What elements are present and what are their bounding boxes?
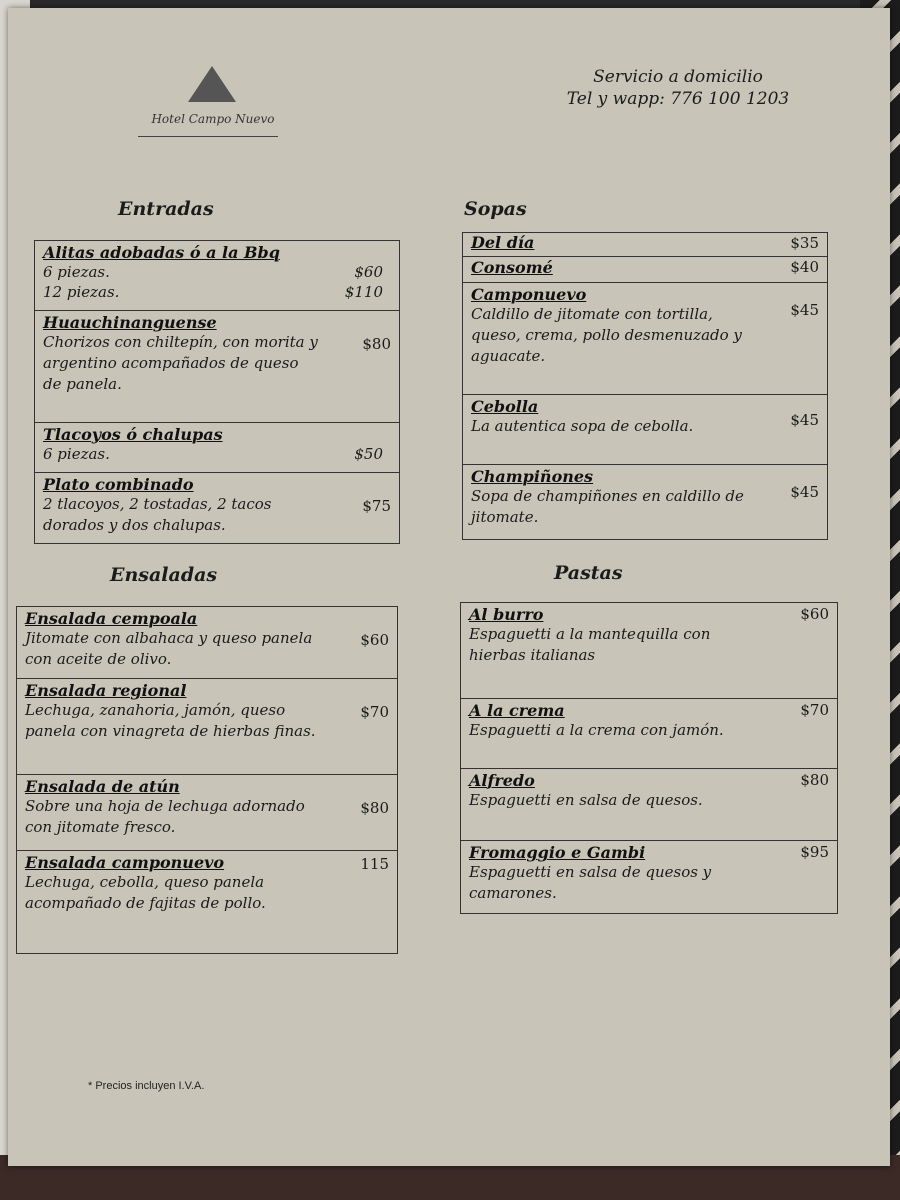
menu-item-del-dia	[463, 233, 827, 257]
phone-line: Tel y wapp: 776 100 1203	[566, 89, 790, 109]
menu-sheet	[8, 8, 890, 1166]
item-name: Plato combinado	[43, 475, 194, 494]
item-price: $95	[800, 843, 829, 861]
menu-item-champinones	[463, 465, 827, 537]
item-name: Cebolla	[471, 397, 539, 416]
item-price: $110	[344, 283, 383, 301]
ensaladas-box	[16, 606, 398, 954]
menu-item-alfredo	[461, 769, 837, 841]
item-price: $60	[354, 263, 383, 281]
item-price: $45	[790, 411, 819, 429]
menu-item-huauchinanguense	[35, 311, 399, 423]
item-price: $70	[800, 701, 829, 719]
item-description: 2 tlacoyos, 2 tostadas, 2 tacos dorados y dos chalupas.	[43, 495, 272, 534]
item-description: Caldillo de jitomate con tortilla, queso, crema, pollo desmenuzado y aguacate.	[471, 305, 742, 365]
item-price: $45	[790, 301, 819, 319]
item-price: $50	[354, 445, 383, 463]
item-name: Tlacoyos ó chalupas	[43, 425, 223, 444]
item-name: Champiñones	[471, 467, 594, 486]
item-description: Chorizos con chiltepín, con morita y argentino acompañados de queso de panela.	[43, 333, 318, 393]
item-price: $35	[790, 234, 819, 252]
item-description: Jitomate con albahaca y queso panela con aceite de olivo.	[25, 629, 313, 668]
item-price: $45	[790, 483, 819, 501]
item-price: $60	[800, 605, 829, 623]
delivery-line: Servicio a domicilio	[593, 67, 763, 87]
item-price: $80	[360, 799, 389, 817]
section-title-sopas: Sopas	[464, 198, 527, 220]
item-description: Espaguetti a la crema con jamón.	[469, 721, 724, 739]
pastas-box	[460, 602, 838, 914]
item-name: Ensalada cempoala	[25, 609, 198, 628]
item-price: $75	[362, 497, 391, 515]
menu-item-al-burro	[461, 603, 837, 699]
item-price: $60	[360, 631, 389, 649]
item-name: Camponuevo	[471, 285, 587, 304]
item-price: 115	[360, 855, 389, 873]
item-description: Lechuga, cebolla, queso panela acompañado de fajitas de pollo.	[25, 873, 266, 912]
section-title-entradas: Entradas	[118, 198, 214, 220]
option-label: 6 piezas.	[43, 263, 110, 281]
menu-item-tlacoyos	[35, 423, 399, 473]
item-price: $80	[800, 771, 829, 789]
item-description: Sopa de champiñones en caldillo de jitomate.	[471, 487, 744, 526]
item-name: Ensalada camponuevo	[25, 853, 225, 872]
menu-item-ensalada-regional	[17, 679, 397, 775]
item-name: Fromaggio e Gambi	[469, 843, 646, 862]
menu-item-ensalada-cempoala	[17, 607, 397, 679]
section-title-pastas: Pastas	[554, 562, 623, 584]
item-name: Del día	[471, 233, 535, 252]
hotel-logo	[138, 66, 288, 146]
item-description: Espaguetti en salsa de quesos.	[469, 791, 703, 809]
item-description: La autentica sopa de cebolla.	[471, 417, 694, 435]
delivery-info	[528, 66, 828, 110]
menu-item-plato-combinado	[35, 473, 399, 543]
item-name: Alfredo	[469, 771, 535, 790]
option-label: 6 piezas.	[43, 445, 110, 463]
menu-item-fromaggio-e-gambi	[461, 841, 837, 913]
sopas-box	[462, 232, 828, 540]
logo-underline	[138, 136, 278, 137]
section-title-ensaladas: Ensaladas	[110, 564, 218, 586]
item-description: Espaguetti a la mantequilla con hierbas italianas	[469, 625, 711, 664]
menu-item-a-la-crema	[461, 699, 837, 769]
item-description: Lechuga, zanahoria, jamón, queso panela con vinagreta de hierbas finas.	[25, 701, 316, 740]
menu-item-camponuevo	[463, 283, 827, 395]
item-description: Sobre una hoja de lechuga adornado con jitomate fresco.	[25, 797, 305, 836]
pyramid-icon	[188, 66, 236, 102]
menu-item-ensalada-atun	[17, 775, 397, 851]
menu-item-ensalada-camponuevo	[17, 851, 397, 953]
item-name: A la crema	[469, 701, 565, 720]
menu-item-consome	[463, 257, 827, 283]
item-option	[43, 262, 391, 282]
entradas-box	[34, 240, 400, 544]
menu-item-cebolla	[463, 395, 827, 465]
option-label: 12 piezas.	[43, 283, 120, 301]
item-description: Espaguetti en salsa de quesos y camarones.	[469, 863, 712, 902]
item-name: Ensalada de atún	[25, 777, 180, 796]
item-name: Alitas adobadas ó a la Bbq	[43, 243, 280, 262]
tax-note: * Precios incluyen I.V.A.	[88, 1080, 205, 1092]
item-name: Huauchinanguense	[43, 313, 217, 332]
item-price: $70	[360, 703, 389, 721]
logo-name: Hotel Campo Nuevo	[151, 112, 275, 126]
item-name: Ensalada regional	[25, 681, 187, 700]
item-price: $80	[362, 335, 391, 353]
menu-item-alitas	[35, 241, 399, 311]
item-option	[43, 282, 391, 302]
item-option	[43, 444, 391, 464]
item-name: Al burro	[469, 605, 544, 624]
item-name: Consomé	[471, 258, 553, 277]
item-price: $40	[790, 258, 819, 276]
